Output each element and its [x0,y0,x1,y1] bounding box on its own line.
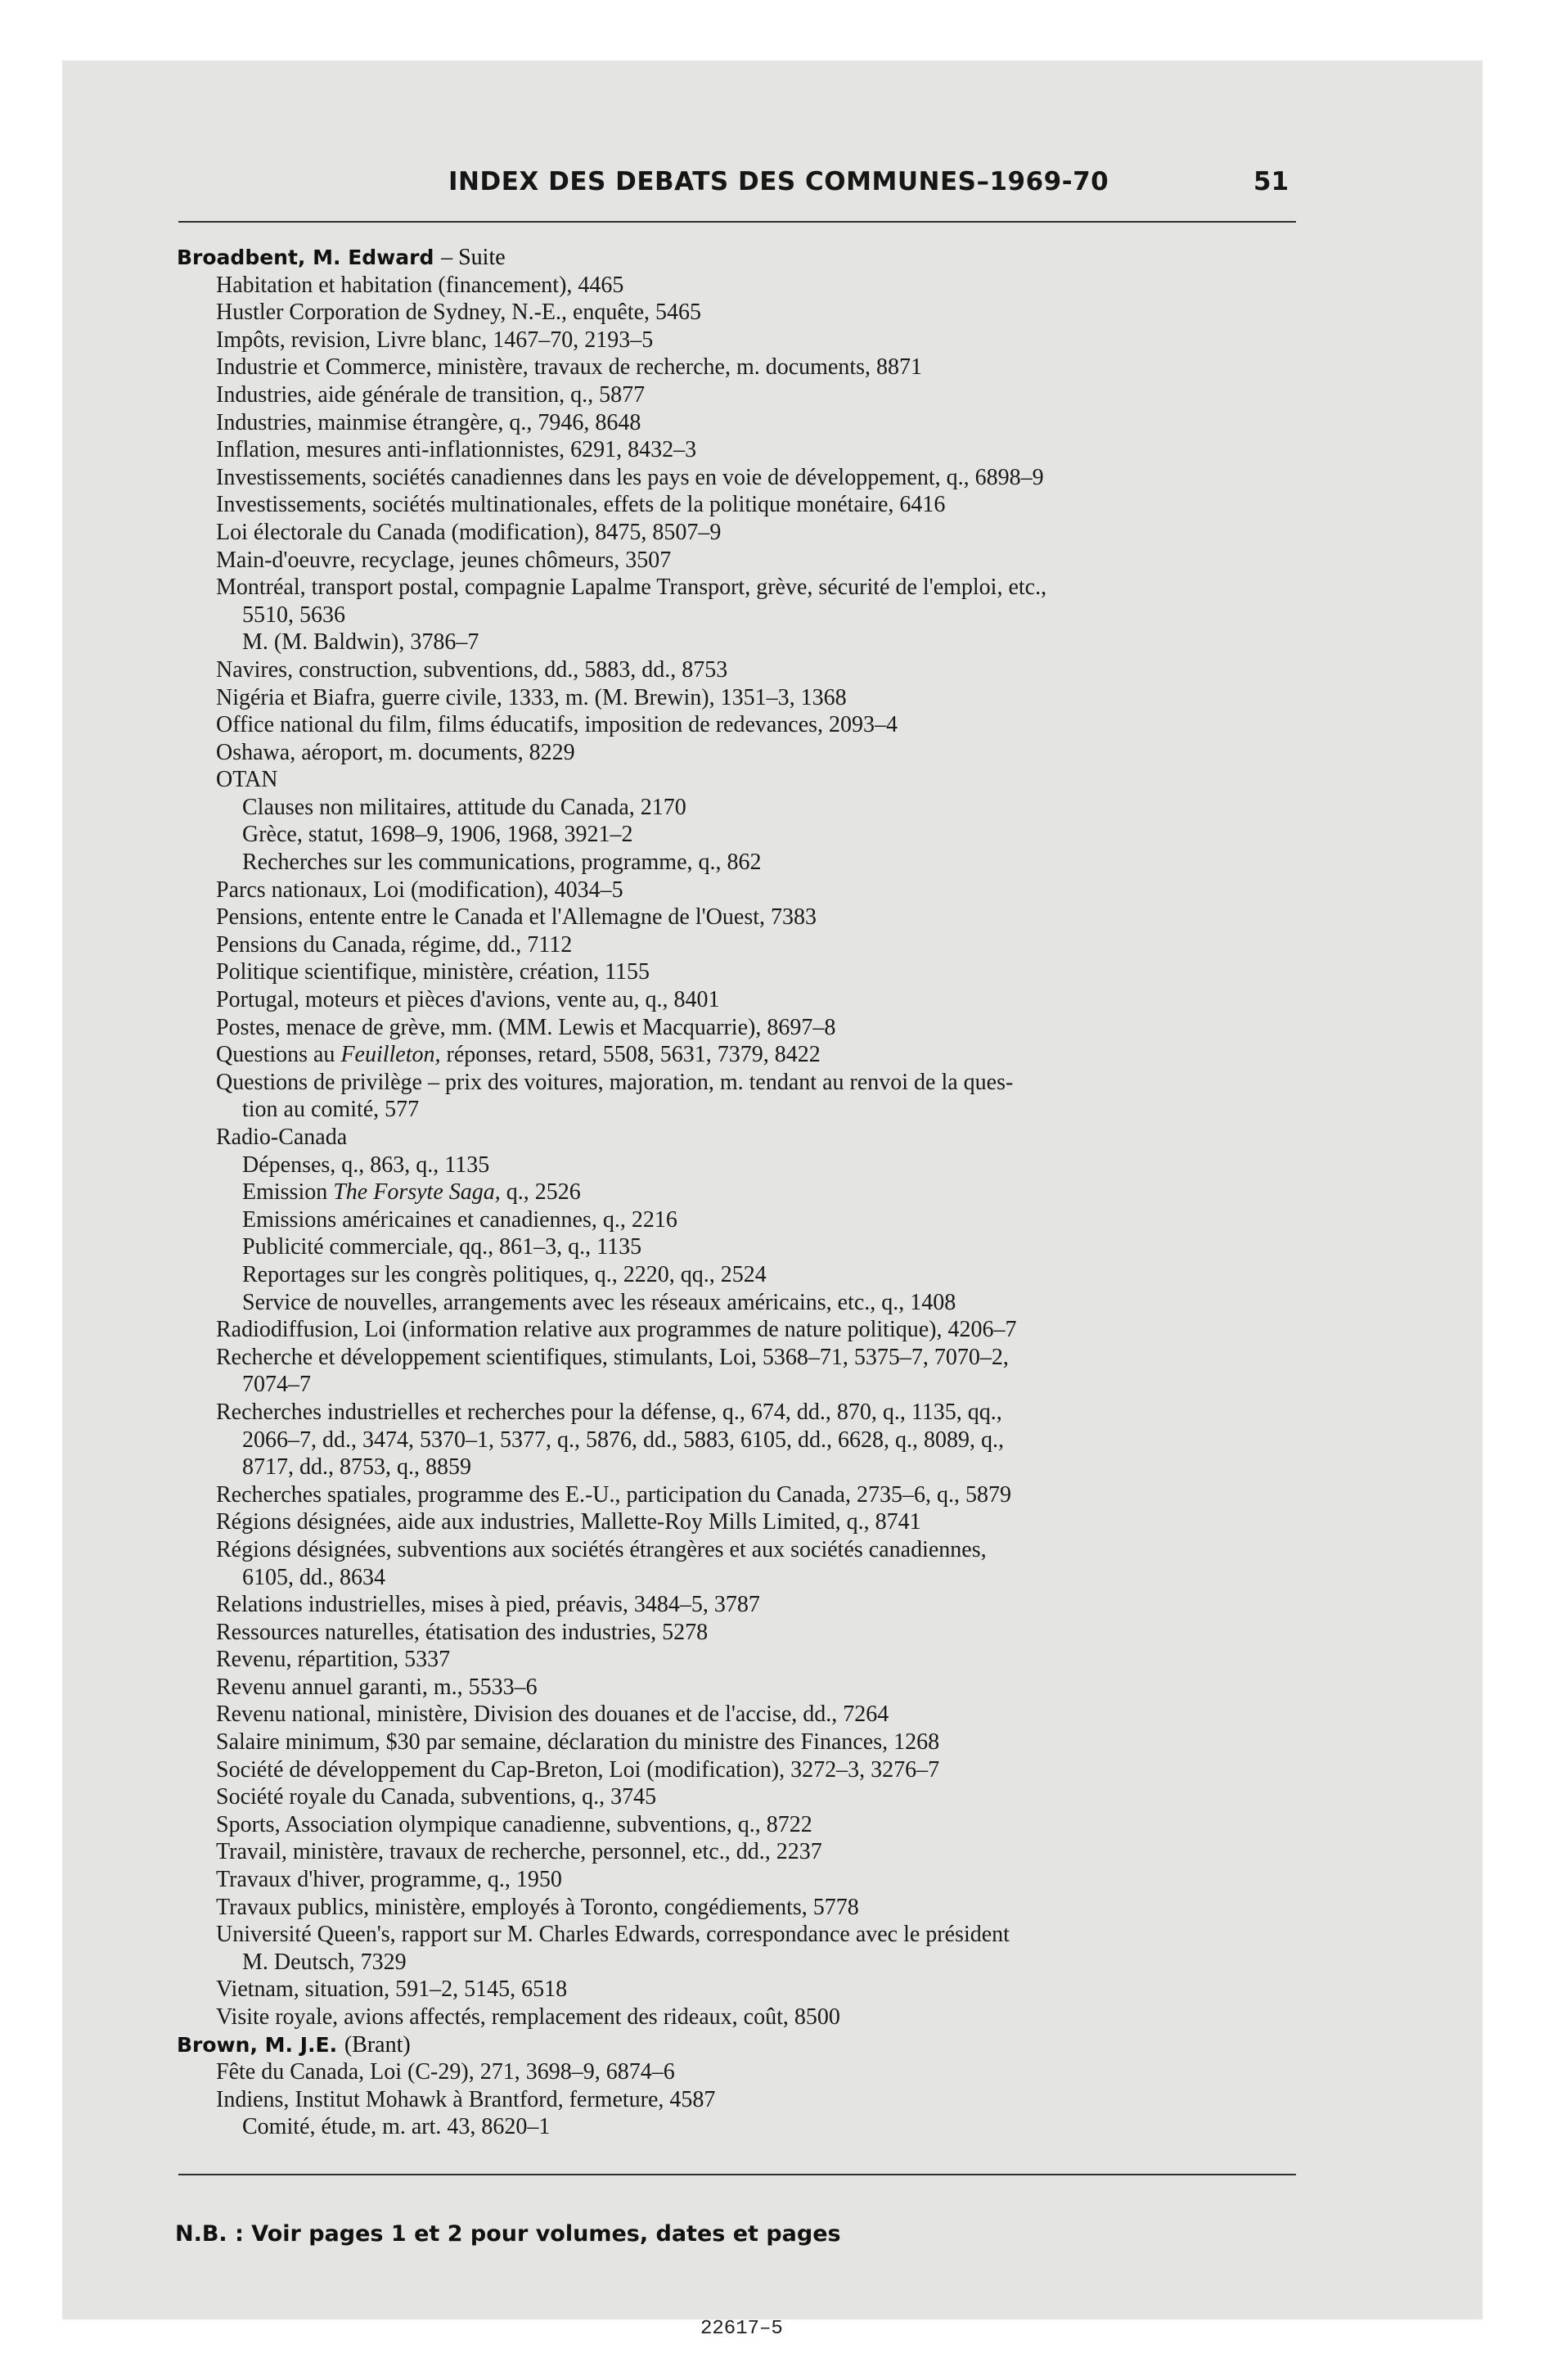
index-entry-line [177,1096,1339,1124]
entry-text-after: réponses, retard, 5508, 5631, 7379, 8422 [440,1042,821,1068]
entry-text: Questions au [216,1042,341,1068]
index-entry-line [177,656,1339,684]
entry-text: Main-d'oeuvre, recyclage, jeunes chômeurs, 3507 [216,547,672,573]
entry-text: Portugal, moteurs et pièces d'avions, vente au, q., 8401 [216,987,720,1013]
index-entry-line [177,766,1339,794]
index-entries [177,244,1339,2141]
entry-text: Indiens, Institut Mohawk à Brantford, fermeture, 4587 [216,2086,716,2112]
entry-text: Université Queen's, rapport sur M. Charles Edwards, correspondance avec le président [216,1922,1010,1948]
index-entry-line [177,1289,1339,1317]
index-entry-line [177,1399,1339,1427]
entry-text: Emissions américaines et canadiennes, q., 2216 [242,1206,677,1233]
entry-text: Travaux publics, ministère, employés à Toronto, congédiements, 5778 [216,1894,859,1920]
index-entry-line [177,1261,1339,1289]
index-entry-line [177,2004,1339,2031]
index-entry-line [177,739,1339,767]
index-entry-line [177,1783,1339,1811]
page-number: 51 [1253,167,1289,196]
entry-text: Hustler Corporation de Sydney, N.-E., enquête, 5465 [216,300,702,326]
index-section-broadbent [177,244,1339,2031]
entry-text: Reportages sur les congrès politiques, q., 2220, qq., 2524 [242,1261,767,1287]
entry-text: Office national du film, films éducatifs, imposition de redevances, 2093–4 [216,712,898,738]
entry-text: Navires, construction, subventions, dd., 5883, dd., 8753 [216,656,728,683]
section-heading [177,2031,1339,2059]
index-entry-line [177,1454,1339,1481]
index-entry-line [177,1427,1339,1454]
entry-text: Comité, étude, m. art. 43, 8620–1 [242,2114,551,2140]
entry-text: Pensions du Canada, régime, dd., 7112 [216,931,573,958]
index-entry-line [177,1949,1339,1977]
index-entry-line [177,1344,1339,1372]
index-entry-line [177,1619,1339,1647]
index-entry-line [177,1014,1339,1042]
index-entry-line [177,1508,1339,1536]
index-entry-line [177,986,1339,1014]
index-entry-line [177,1041,1339,1069]
entry-text: 5510, 5636 [242,602,345,628]
entry-text: 2066–7, dd., 3474, 5370–1, 5377, q., 5876, dd., 5883, 6105, dd., 6628, q., 8089, q., [242,1427,1004,1453]
index-entry-line [177,1674,1339,1702]
section-heading-name: Broadbent, M. Edward [177,246,434,269]
index-entry-line [177,409,1339,437]
entry-text: Relations industrielles, mises à pied, préavis, 3484–5, 3787 [216,1592,760,1618]
entry-text: Postes, menace de grève, mm. (MM. Lewis et Macquarrie), 8697–8 [216,1014,836,1040]
entry-list [177,272,1339,2031]
entry-text: Radiodiffusion, Loi (information relative aux programmes de nature politique), 4206–7 [216,1317,1017,1343]
entry-text: OTAN [216,767,278,793]
index-entry-line [177,519,1339,547]
entry-text: Investissements, sociétés multinationales, effets de la politique monétaire, 6416 [216,492,946,518]
index-entry-line [177,1838,1339,1866]
entry-text: M. (M. Baldwin), 3786–7 [242,629,479,656]
index-entry-line [177,1371,1339,1399]
index-entry-line [177,491,1339,519]
entry-text: Recherches industrielles et recherches pour la défense, q., 674, dd., 870, q., 1135, qq., [216,1399,1002,1425]
index-entry-line [177,2086,1339,2114]
entry-text: Emission [242,1179,334,1206]
entry-text: Régions désignées, aide aux industries, Mallette-Roy Mills Limited, q., 8741 [216,1509,921,1535]
entry-text: Revenu annuel garanti, m., 5533–6 [216,1674,538,1700]
index-entry-line [177,574,1339,602]
index-entry-line [177,299,1339,327]
entry-text: Inflation, mesures anti-inflationnistes, 6291, 8432–3 [216,437,697,463]
index-entry-line [177,1124,1339,1152]
entry-text: Loi électorale du Canada (modification), 8475, 8507–9 [216,519,722,545]
index-entry-line [177,1206,1339,1234]
index-entry-line [177,1894,1339,1922]
page-header-title: INDEX DES DEBATS DES COMMUNES–1969-70 [448,167,1109,196]
entry-text: Service de nouvelles, arrangements avec les réseaux américains, etc., q., 1408 [242,1289,956,1315]
index-entry-line [177,1564,1339,1592]
entry-text: Revenu national, ministère, Division des douanes et de l'accise, dd., 7264 [216,1702,889,1728]
entry-text: Parcs nationaux, Loi (modification), 4034–5 [216,877,623,903]
index-entry-line [177,2058,1339,2086]
entry-text: Société de développement du Cap-Breton, Loi (modification), 3272–3, 3276–7 [216,1756,940,1783]
entry-text: Recherche et développement scientifiques, stimulants, Loi, 5368–71, 5375–7, 7070–2, [216,1344,1009,1370]
index-entry-line [177,1179,1339,1206]
index-entry-line [177,711,1339,739]
index-entry-line [177,602,1339,629]
entry-text: Société royale du Canada, subventions, q., 3745 [216,1784,657,1810]
entry-text: Industries, aide générale de transition, q., 5877 [216,381,646,408]
entry-text: M. Deutsch, 7329 [242,1949,407,1975]
entry-text: Industries, mainmise étrangère, q., 7946, 8648 [216,409,641,435]
section-heading-suffix: – Suite [441,245,506,270]
index-entry-line [177,1811,1339,1839]
index-entry-line [177,877,1339,904]
print-code: 22617–5 [700,2318,783,2340]
reference-note: N.B. : Voir pages 1 et 2 pour volumes, dates et pages [175,2221,841,2247]
index-entry-line [177,904,1339,931]
entry-text: Revenu, répartition, 5337 [216,1647,451,1673]
entry-text: Publicité commerciale, qq., 861–3, q., 1135 [242,1234,642,1260]
entry-text: Politique scientifique, ministère, création, 1155 [216,959,650,985]
entry-text: Visite royale, avions affectés, remplacement des rideaux, coût, 8500 [216,2004,840,2030]
entry-list [177,2058,1339,2141]
entry-text: Régions désignées, subventions aux sociétés étrangères et aux sociétés canadiennes, [216,1536,987,1562]
index-entry-line [177,327,1339,354]
index-entry-line [177,1646,1339,1674]
index-entry-line [177,464,1339,492]
entry-italic-title: Feuilleton, [340,1042,441,1068]
entry-text: Radio-Canada [216,1125,348,1150]
entry-text: Salaire minimum, $30 par semaine, déclaration du ministre des Finances, 1268 [216,1729,940,1756]
entry-text: Impôts, revision, Livre blanc, 1467–70, 2193–5 [216,327,654,353]
index-entry-line [177,2113,1339,2141]
entry-text: Dépenses, q., 863, q., 1135 [242,1152,490,1178]
entry-text: Recherches sur les communications, programme, q., 862 [242,850,762,876]
index-entry-line [177,1756,1339,1784]
entry-text: 6105, dd., 8634 [242,1564,385,1590]
index-entry-line [177,931,1339,959]
header-rule [178,221,1296,223]
entry-text: Vietnam, situation, 591–2, 5145, 6518 [216,1977,568,2003]
entry-text: Travaux d'hiver, programme, q., 1950 [216,1867,562,1893]
index-section-brown [177,2031,1339,2141]
entry-italic-title: The Forsyte Saga, [333,1179,501,1206]
index-entry-line [177,1069,1339,1097]
index-entry-line [177,1729,1339,1756]
index-entry-line [177,821,1339,849]
section-heading-name: Brown, M. J.E. [177,2032,338,2057]
footer-rule [178,2174,1296,2175]
index-entry-line [177,1316,1339,1344]
index-entry-line [177,1536,1339,1564]
entry-text: Investissements, sociétés canadiennes dans les pays en voie de développement, q., 6898–9 [216,464,1044,490]
index-entry-line [177,1976,1339,2004]
entry-text: 7074–7 [242,1372,311,1398]
index-entry-line [177,849,1339,877]
index-entry-line [177,1233,1339,1261]
index-entry-line [177,1591,1339,1619]
entry-text: Nigéria et Biafra, guerre civile, 1333, m. (M. Brewin), 1351–3, 1368 [216,684,847,710]
index-entry-line [177,958,1339,986]
entry-text: tion au comité, 577 [242,1097,420,1123]
index-entry-line [177,354,1339,381]
entry-text-after: q., 2526 [500,1179,581,1206]
index-entry-line [177,684,1339,712]
entry-text: Clauses non militaires, attitude du Canada, 2170 [242,794,686,820]
entry-text: Recherches spatiales, programme des E.-U., participation du Canada, 2735–6, q., 5879 [216,1481,1011,1508]
index-entry-line [177,1701,1339,1729]
entry-text: Habitation et habitation (financement), 4465 [216,272,624,298]
index-entry-line [177,1481,1339,1509]
entry-text: 8717, dd., 8753, q., 8859 [242,1454,471,1481]
index-entry-line [177,436,1339,464]
entry-text: Pensions, entente entre le Canada et l'Allemagne de l'Ouest, 7383 [216,904,817,931]
entry-text: Ressources naturelles, étatisation des industries, 5278 [216,1619,709,1645]
index-entry-line [177,381,1339,409]
index-entry-line [177,794,1339,822]
index-entry-line [177,1152,1339,1179]
index-entry-line [177,1866,1339,1894]
section-heading [177,244,1339,272]
index-entry-line [177,547,1339,575]
index-entry-line [177,1921,1339,1949]
entry-text: Questions de privilège – prix des voitures, majoration, m. tendant au renvoi de la ques- [216,1069,1014,1095]
entry-text: Industrie et Commerce, ministère, travaux de recherche, m. documents, 8871 [216,354,923,381]
entry-text: Fête du Canada, Loi (C-29), 271, 3698–9, 6874–6 [216,2059,675,2085]
index-entry-line [177,629,1339,656]
entry-text: Travail, ministère, travaux de recherche, personnel, etc., dd., 2237 [216,1839,822,1865]
entry-text: Sports, Association olympique canadienne, subventions, q., 8722 [216,1811,812,1837]
index-entry-line [177,272,1339,300]
entry-text: Montréal, transport postal, compagnie Lapalme Transport, grève, sécurité de l'emploi, etc., [216,575,1047,601]
entry-text: Grèce, statut, 1698–9, 1906, 1968, 3921–2 [242,822,633,848]
entry-text: Oshawa, aéroport, m. documents, 8229 [216,739,575,765]
section-heading-suffix: (Brant) [344,2031,411,2058]
